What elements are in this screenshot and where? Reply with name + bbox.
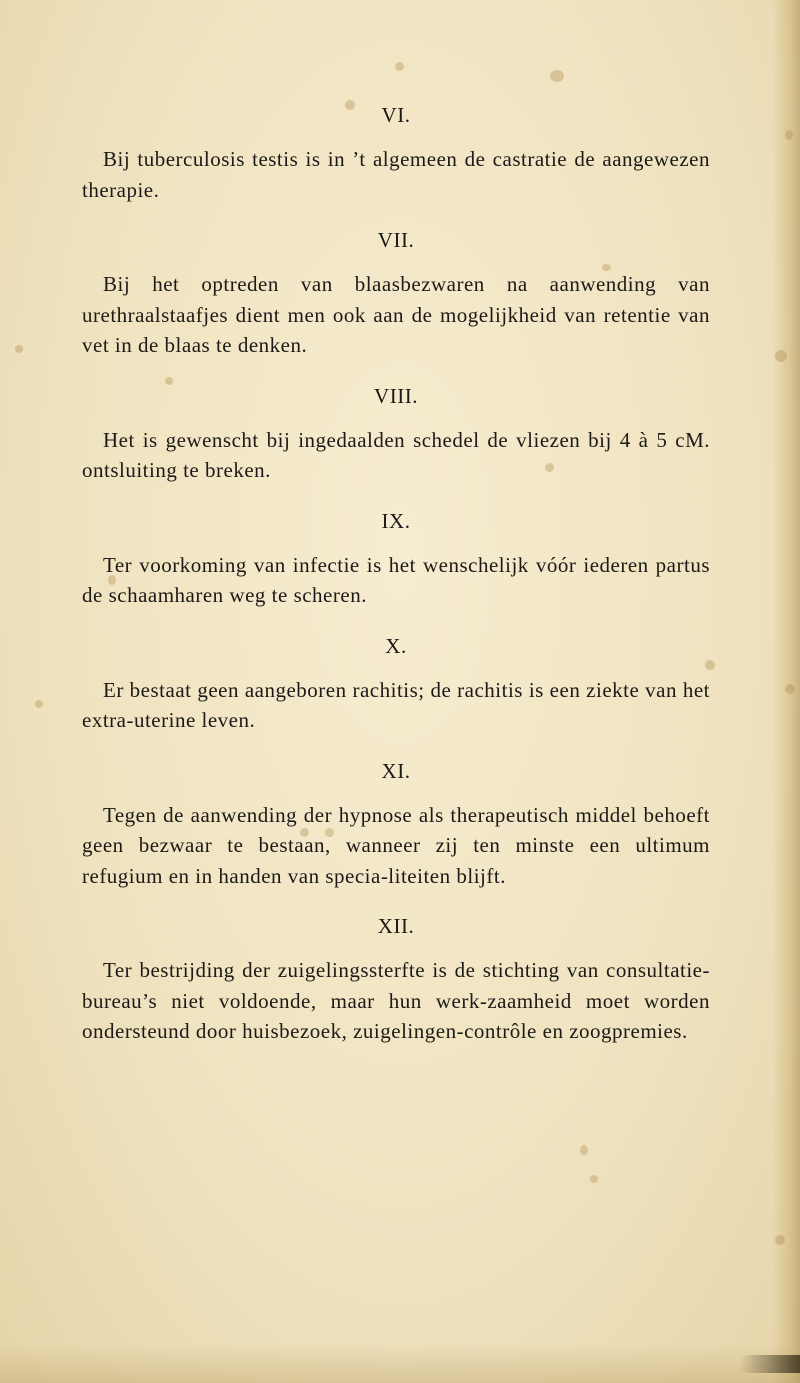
- foxing-spot: [550, 70, 564, 82]
- proposition-vii: [82, 225, 710, 361]
- proposition-numeral: IX.: [381, 508, 411, 533]
- thesis-propositions: [82, 100, 710, 1067]
- proposition-xi: [82, 756, 710, 892]
- proposition-text: Er bestaat geen aangeboren rachitis; de rachitis is een ziekte van het extra-uterine leven.: [82, 677, 710, 732]
- foxing-spot: [785, 684, 795, 694]
- proposition-text: Bij tuberculosis testis is in ’t algemeen de castratie de aangewezen therapie.: [82, 147, 710, 202]
- proposition-numeral: XI.: [381, 758, 411, 783]
- page-corner-mark: [740, 1355, 800, 1373]
- proposition-text: Tegen de aanwending der hypnose als therapeutisch middel behoeft geen bezwaar te bestaan, wanneer zij ten minste een ultimum refugium en in handen van specia-liteiten blijft.: [82, 802, 710, 888]
- proposition-vi: [82, 100, 710, 205]
- proposition-numeral: VIII.: [374, 383, 418, 408]
- proposition-text: Bij het optreden van blaasbezwaren na aanwending van urethraalstaafjes dient men ook aan de mogelijkheid van retentie van vet in de blaas te denken.: [82, 272, 710, 357]
- proposition-numeral: XII.: [377, 914, 415, 938]
- proposition-numeral: X.: [385, 633, 407, 658]
- foxing-spot: [580, 1145, 588, 1155]
- proposition-xii: [82, 911, 710, 1047]
- proposition-numeral: VI.: [381, 103, 411, 127]
- proposition-x: [82, 631, 710, 736]
- foxing-spot: [590, 1175, 598, 1183]
- proposition-text: Het is gewenscht bij ingedaalden schedel de vliezen bij 4 à 5 cM. ontsluiting te breken.: [82, 427, 710, 482]
- proposition-numeral: VII.: [377, 228, 415, 252]
- proposition-text: Ter voorkoming van infectie is het wenschelijk vóór iederen partus de schaamharen weg te scheren.: [82, 552, 710, 607]
- proposition-text: Ter bestrijding der zuigelingssterfte is de stichting van consultatie-bureau’s niet voldoende, maar hun werk-zaamheid moet worden ondersteund door huisbezoek, zuigelingen-contrôle en zoogpremies.: [82, 958, 710, 1043]
- foxing-spot: [15, 345, 23, 353]
- page-bottom-shadow: [0, 1343, 800, 1383]
- foxing-spot: [785, 130, 793, 140]
- foxing-spot: [775, 1235, 785, 1245]
- proposition-ix: [82, 506, 710, 611]
- foxing-spot: [395, 62, 404, 71]
- foxing-spot: [775, 350, 787, 362]
- foxing-spot: [35, 700, 43, 708]
- proposition-viii: [82, 381, 710, 486]
